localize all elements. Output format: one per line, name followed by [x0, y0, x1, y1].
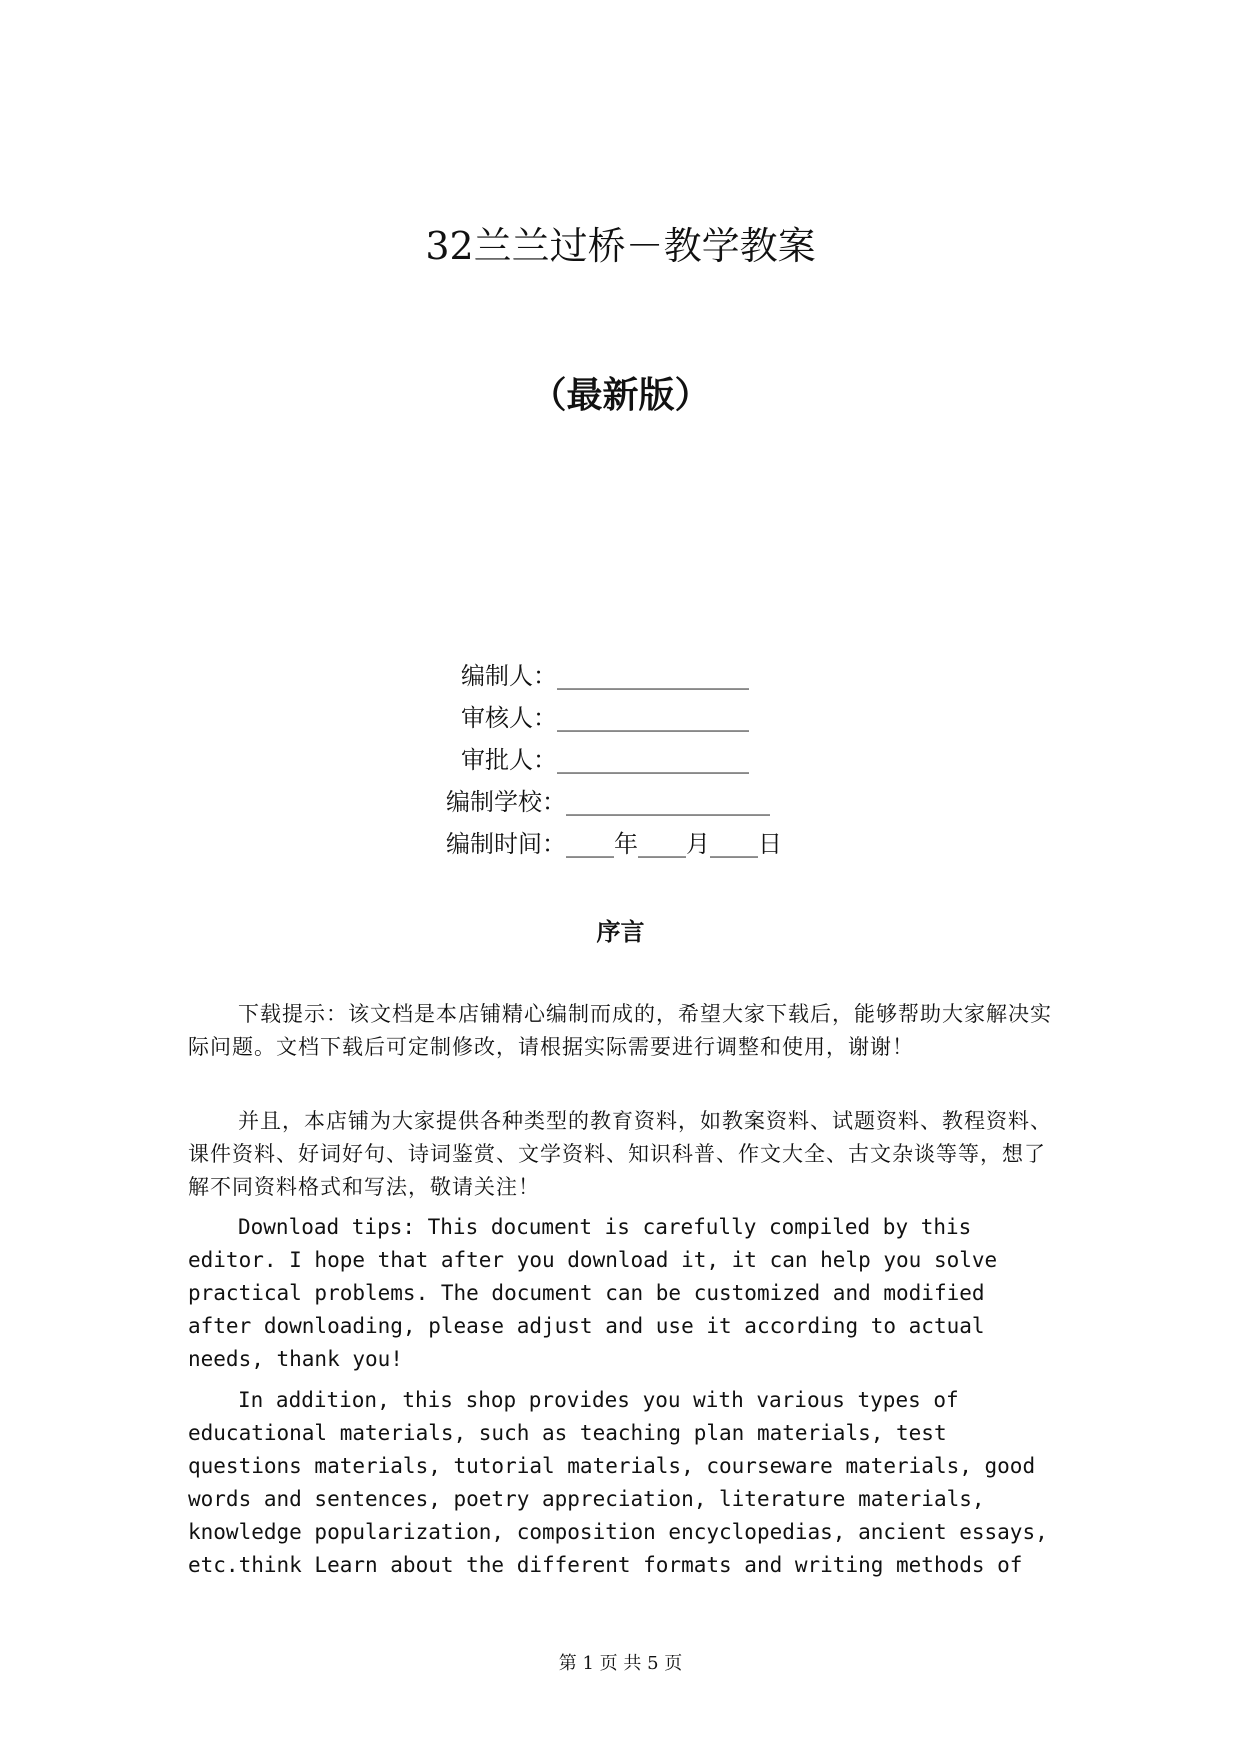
field-blank: ________________ — [557, 746, 749, 774]
field-label: 编制人： — [461, 662, 557, 690]
field-label: 审批人： — [461, 746, 557, 774]
field-blank: ________________ — [557, 662, 749, 690]
field-label: 审核人： — [461, 704, 557, 732]
paragraph-download-tips-en: Download tips: This document is carefully compiled by this editor. I hope that after you download it, it can help you solve practical problems. The document can be customized and modified after downloading, please adjust and use it according to actual needs, thank you! — [188, 1215, 998, 1371]
field-row-compiler — [461, 660, 749, 692]
field-row-date — [446, 828, 782, 860]
field-blank: ____年____月____日 — [566, 830, 782, 858]
paragraph-download-tips-cn: 下载提示：该文档是本店铺精心编制而成的，希望大家下载后，能够帮助大家解决实际问题。文档下载后可定制修改，请根据实际需要进行调整和使用，谢谢！ — [188, 1002, 1052, 1059]
field-blank: ________________ — [557, 704, 749, 732]
field-label: 编制时间： — [446, 830, 566, 858]
paragraph-materials-cn: 并且，本店铺为大家提供各种类型的教育资料，如教案资料、试题资料、教程资料、课件资料、好词好句、诗词鉴赏、文学资料、知识科普、作文大全、古文杂谈等等，想了解不同资料格式和写法，敬请关注！ — [188, 1109, 1052, 1199]
paragraph-materials-en: In addition, this shop provides you with various types of educational materials, such as teaching plan materials, test questions materials, tutorial materials, courseware materials, good words and sentences, poetry appreciation, literature materials, knowledge popularization, composition encyclopedias, ancient essays, etc.think Learn about the different formats and writing methods of — [188, 1388, 1048, 1577]
page-footer: 第 1 页 共 5 页 — [558, 1653, 683, 1674]
field-row-approver — [461, 744, 749, 776]
document-title: 32兰兰过桥－教学教案 — [425, 224, 816, 268]
field-row-reviewer — [461, 702, 749, 734]
field-row-school — [446, 786, 770, 818]
field-blank: _________________ — [566, 788, 770, 816]
field-label: 编制学校： — [446, 788, 566, 816]
document-subtitle: （最新版） — [530, 374, 711, 416]
preface-heading: 序言 — [596, 917, 645, 946]
